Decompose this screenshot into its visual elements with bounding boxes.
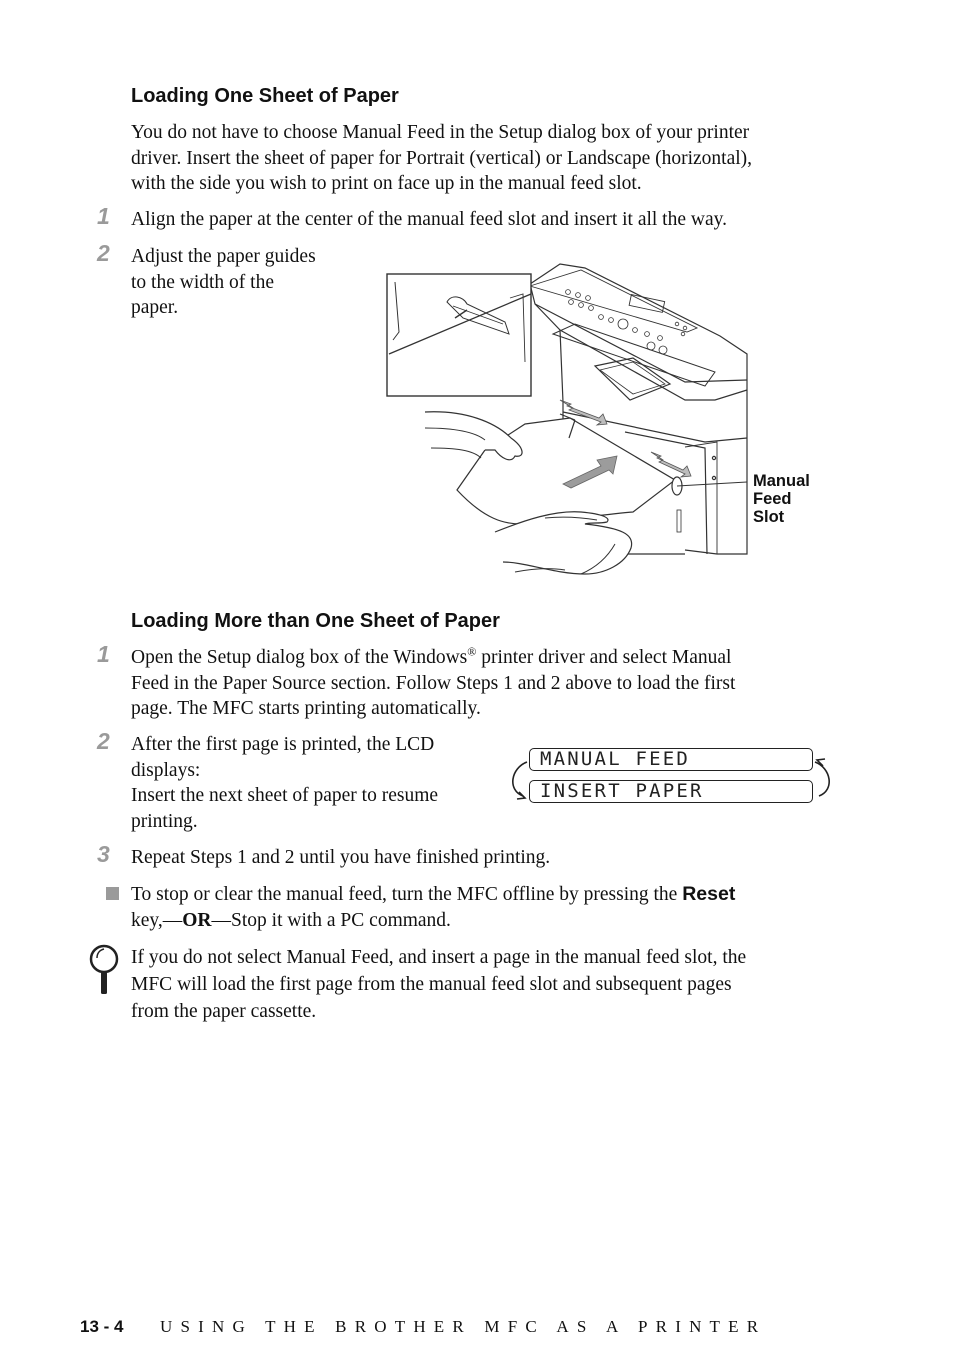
step-line: page. The MFC starts printing automatically. [131, 698, 481, 719]
magnifier-note-icon [88, 944, 122, 996]
step-text: Align the paper at the center of the manual feed slot and insert it all the way. [131, 209, 727, 230]
label-line: Feed [753, 490, 792, 508]
step-line: After the first page is printed, the LCD [131, 734, 435, 755]
chapter-title: USING THE BROTHER MFC AS A PRINTER [160, 1317, 767, 1336]
note-line: If you do not select Manual Feed, and insert a page in the manual feed slot, the [131, 947, 747, 968]
step-line: Feed in the Paper Source section. Follow Steps 1 and 2 above to load the first [131, 672, 736, 694]
step-number: 1 [97, 641, 110, 667]
intro-line: with the side you wish to print on face up in the manual feed slot. [131, 173, 642, 194]
page-number: 13 - 4 [80, 1317, 124, 1336]
note-text [131, 944, 746, 1025]
step-number: 1 [97, 203, 110, 229]
intro-line: You do not have to choose Manual Feed in the Setup dialog box of your printer [131, 122, 750, 143]
step-text [131, 732, 438, 834]
manual-feed-slot-label [753, 472, 810, 526]
step-line: Adjust the paper guides [131, 246, 316, 267]
step-line: Insert the next sheet of paper to resume [131, 785, 439, 806]
step-text [131, 645, 735, 722]
bullet-line: To stop or clear the manual feed, turn the MFC offline by pressing the Reset [131, 883, 736, 905]
step-line: to the width of the [131, 271, 274, 293]
lcd-line-1: MANUAL FEED [529, 748, 813, 771]
registered-mark: ® [467, 644, 477, 659]
step-text [131, 244, 316, 321]
note-line: from the paper cassette. [131, 1001, 317, 1022]
step-line: paper. [131, 297, 179, 318]
lcd-line-2: INSERT PAPER [529, 780, 813, 803]
intro-line: driver. Insert the sheet of paper for Portrait (vertical) or Landscape (horizontal), [131, 147, 753, 169]
section-heading-one-sheet: Loading One Sheet of Paper [131, 85, 399, 107]
label-line: Slot [753, 508, 785, 526]
bullet-text [131, 882, 735, 933]
or-emphasis: OR [182, 909, 212, 931]
step-number: 2 [97, 728, 110, 754]
bullet-line: key,—OR—Stop it with a PC command. [131, 909, 451, 931]
step-line: displays: [131, 759, 201, 781]
step-text: Repeat Steps 1 and 2 until you have finished printing. [131, 847, 551, 868]
bullet-square [106, 887, 119, 900]
intro-paragraph [131, 120, 752, 197]
step-number: 3 [97, 841, 110, 867]
step-number: 2 [97, 240, 110, 266]
mfc-manual-feed-illustration [385, 262, 750, 578]
label-line: Manual [753, 472, 810, 490]
section-heading-more-sheets: Loading More than One Sheet of Paper [131, 610, 500, 632]
step-line: Open the Setup dialog box of the Windows® printer driver and select Manual [131, 644, 732, 668]
step-line: printing. [131, 810, 198, 832]
reset-key-label: Reset [682, 883, 736, 905]
note-line: MFC will load the first page from the manual feed slot and subsequent pages [131, 974, 732, 995]
